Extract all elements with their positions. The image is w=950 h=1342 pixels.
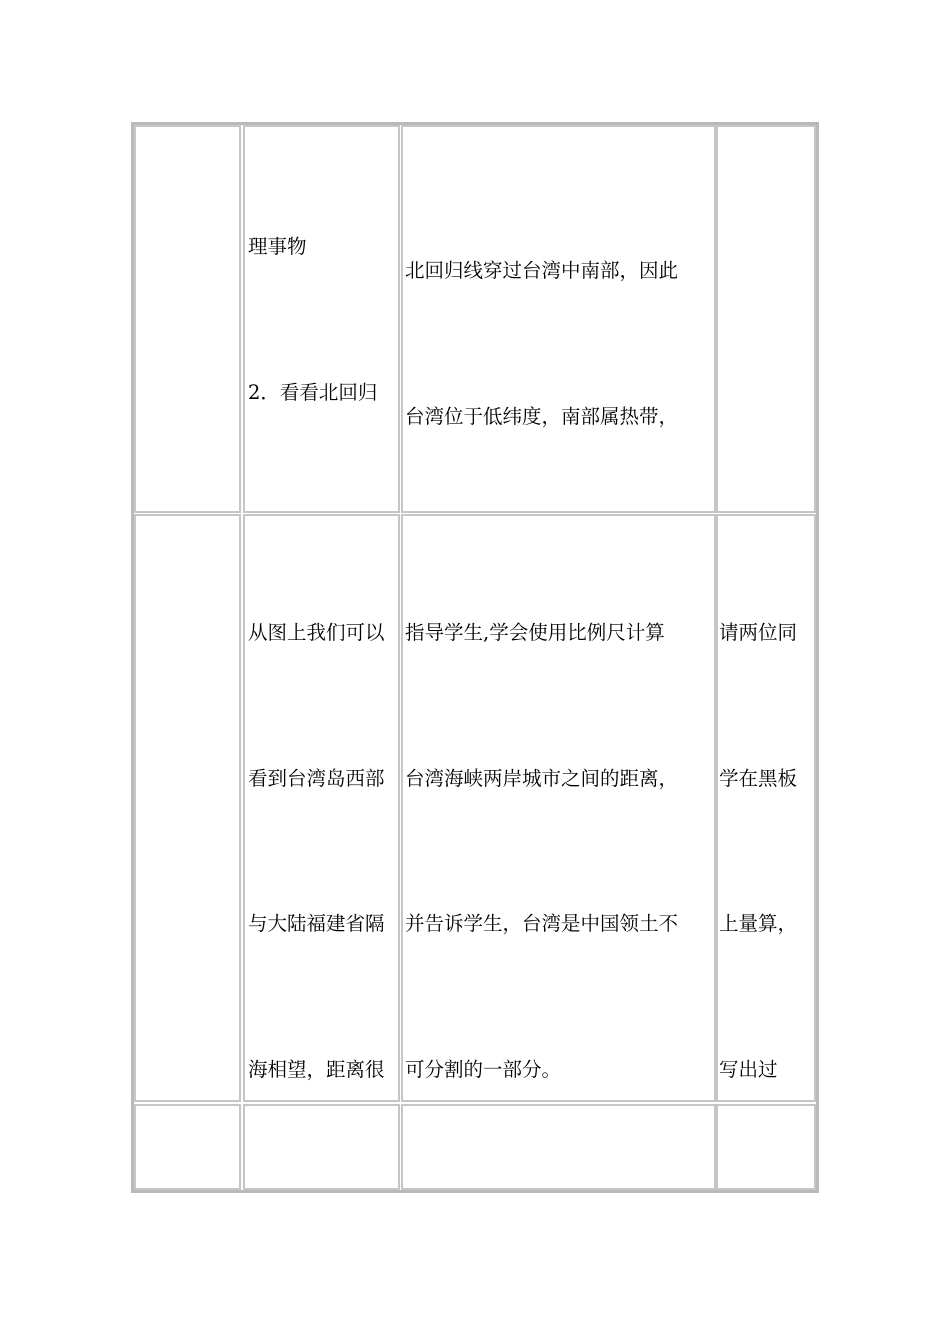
text-line: 海相望，距离很 <box>248 1057 385 1081</box>
text-line: 台湾海峡两岸城市之间的距离， <box>405 766 679 790</box>
table-cell-student-activity <box>243 514 400 1102</box>
table-row <box>134 125 816 513</box>
text-line: 请两位同 <box>719 621 798 644</box>
text-line: 并告诉学生，台湾是中国领土不 <box>405 912 679 935</box>
cell-text <box>719 514 815 1102</box>
table-cell-stage <box>134 1104 241 1190</box>
cell-text <box>248 514 400 1102</box>
text-line: 看到台湾岛西部 <box>248 766 385 790</box>
table-row <box>134 514 816 1102</box>
table-cell-stage <box>134 514 241 1102</box>
table-cell-teacher-guidance <box>401 125 716 513</box>
table-cell-student-activity <box>243 125 400 513</box>
cell-text <box>248 126 400 513</box>
table-cell-notes <box>716 125 816 513</box>
text-line: 台湾位于低纬度，南部属热带， <box>405 404 679 428</box>
text-line: 学在黑板 <box>719 766 798 790</box>
text-line: 北回归线穿过台湾中南部，因此 <box>405 259 679 282</box>
text-line: 2．看看北回归 <box>248 380 378 404</box>
table-cell-stage <box>134 125 241 513</box>
text-line: 指导学生,学会使用比例尺计算 <box>405 621 665 644</box>
table-cell-teacher-guidance <box>401 1104 716 1190</box>
text-line: 可分割的一部分。 <box>405 1057 562 1081</box>
table-cell-student-activity <box>243 1104 400 1190</box>
lesson-plan-table <box>131 122 819 1193</box>
text-line: 从图上我们可以 <box>248 621 385 644</box>
text-line: 上量算， <box>719 912 798 935</box>
cell-text <box>405 1104 715 1190</box>
text-line: 与大陆福建省隔 <box>248 912 385 935</box>
cell-text <box>719 1104 815 1190</box>
table-cell-notes <box>716 1104 816 1190</box>
table-cell-notes <box>716 514 816 1102</box>
text-line: 理事物 <box>248 235 307 258</box>
table-row <box>134 1104 816 1190</box>
table-cell-teacher-guidance <box>401 514 716 1102</box>
text-line: 写出过 <box>719 1057 778 1081</box>
cell-text <box>405 514 715 1102</box>
cell-text <box>405 150 715 513</box>
